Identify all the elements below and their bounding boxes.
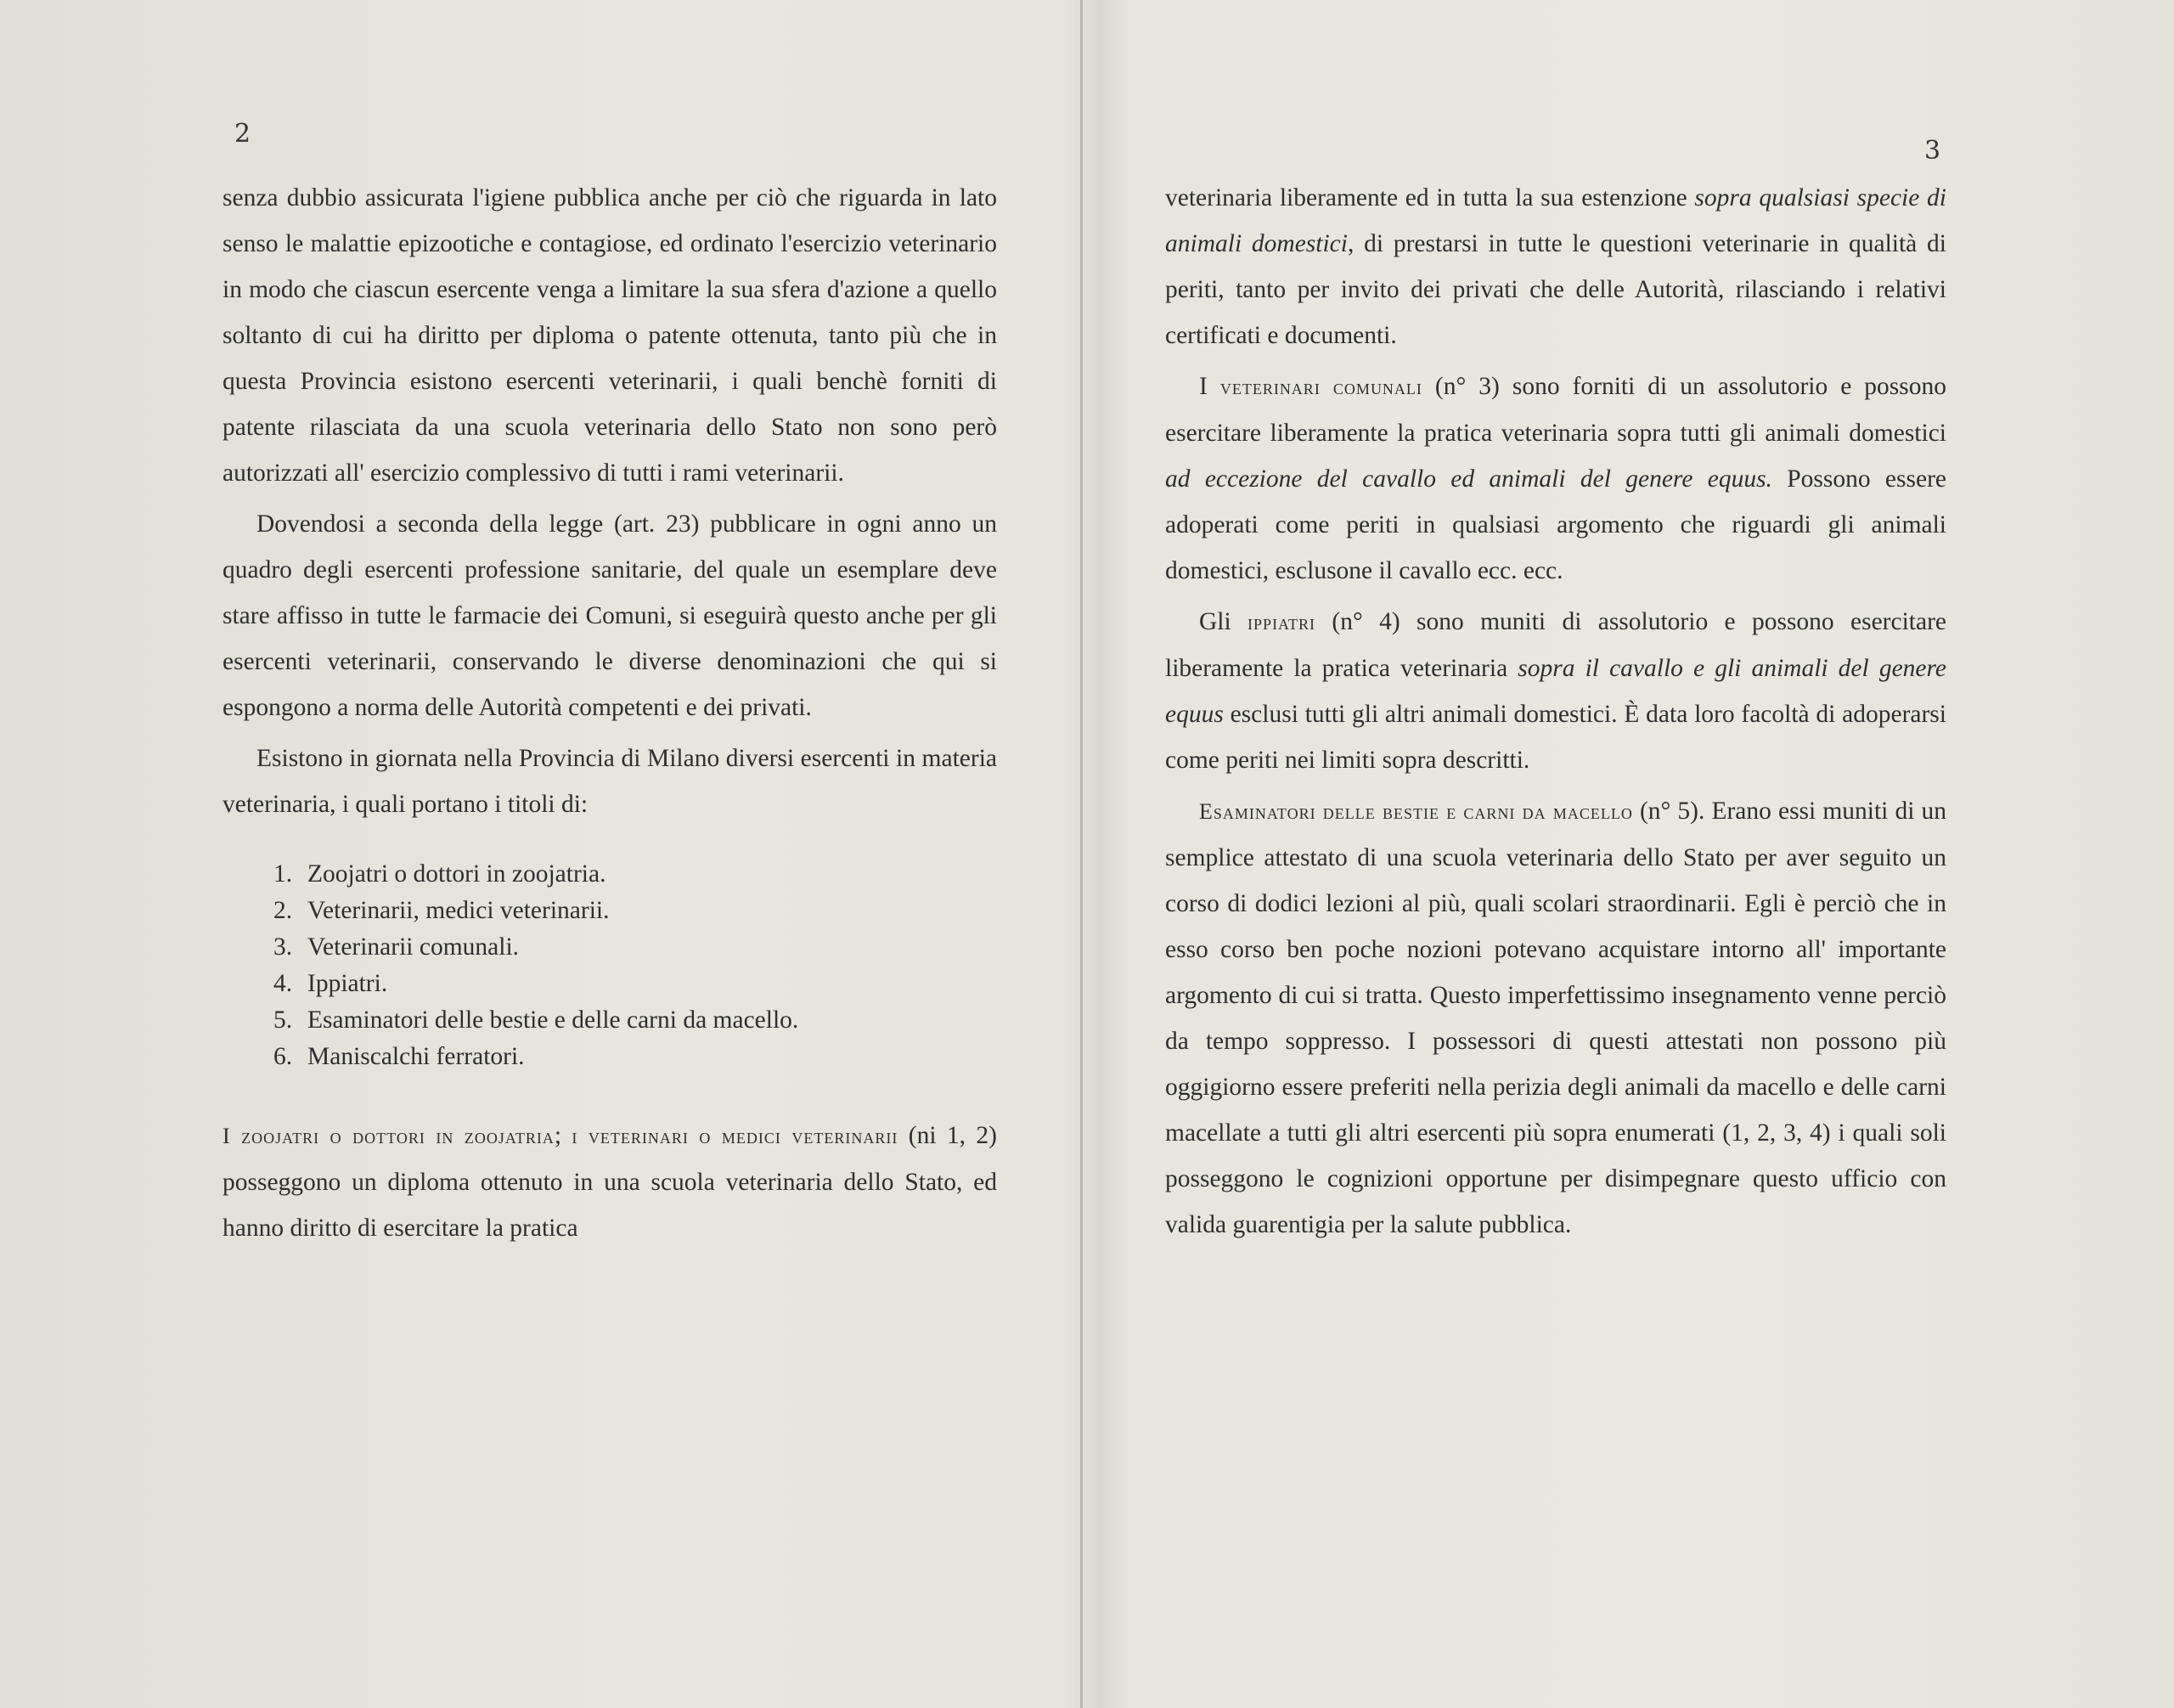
list-text: Veterinarii, medici veterinarii. — [307, 897, 610, 924]
paragraph: Dovendosi a seconda della legge (art. 23) pubblicare in ogni anno un quadro degli esercenti professione sanitarie, del quale un esemplare deve stare affisso in tutte le farmacie dei Comuni, si eseguirà questo anche per gli esercenti veterinarii, conservando le diverse denominazioni che qui si espongono a norma delle Autorità competenti e dei privati. — [222, 510, 997, 721]
paragraph-text: veterinaria liberamente ed in tutta la sua estenzione — [1165, 184, 1695, 211]
paragraph-text: (ni 1, 2) posseggono un diploma ottenuto in una scuola veterinaria dello Stato, ed hanno diritto di esercitare la pratica — [222, 1122, 997, 1242]
list-number: 3. — [273, 933, 293, 961]
list-text: Maniscalchi ferratori. — [307, 1043, 525, 1070]
paragraph — [222, 1113, 997, 1251]
list-item — [273, 966, 997, 1002]
small-caps-heading: ippiatri — [1248, 610, 1316, 634]
title-list — [273, 856, 997, 1075]
list-text: Zoojatri o dottori in zoojatria. — [307, 860, 606, 888]
list-number: 1. — [273, 860, 293, 888]
paragraph-text: (n° 4) sono muniti di assolutorio e possono esercitare liberamente la pratica veterinaria — [1165, 608, 1946, 682]
list-item — [273, 929, 997, 966]
paragraph-text: (n° 3) sono forniti di un assolutorio e possono esercitare liberamente la pratica veterinaria sopra tutti gli animali domestici — [1165, 373, 1946, 447]
paragraph-text: I — [1199, 373, 1220, 400]
paragraph — [1165, 175, 1946, 358]
paragraph-text: Possono essere adoperati come periti in qualsiasi argomento che riguardi gli animali domestici, esclusone il cavallo ecc. ecc. — [1165, 465, 1947, 584]
paragraph: senza dubbio assicurata l'igiene pubblica anche per ciò che riguarda in lato senso le malattie epizootiche e contagiose, ed ordinato l'esercizio veterinario in modo che ciascun esercente venga a limitare la sua sfera d'azione a quello soltanto di cui ha diritto per diploma o patente ottenuta, tanto più che in questa Provincia esistono esercenti veterinarii, i quali benchè forniti di patente rilasciata da una scuola veterinaria dello Stato non sono però autorizzati all' esercizio complessivo di tutti i rami veterinarii. — [222, 184, 997, 487]
small-caps-heading: I zoojatri o dottori in zoojatria — [222, 1124, 555, 1148]
list-number: 4. — [273, 970, 293, 997]
paragraph — [1165, 599, 1946, 783]
italic-text: sopra il cavallo e gli animali del genere equus — [1165, 655, 1946, 728]
paragraph-text: esclusi tutti gli altri animali domestici. È data loro facoltà di adoperarsi come periti nei limiti sopra descritti. — [1165, 701, 1946, 774]
italic-text: ad eccezione del cavallo ed animali del genere equus. — [1165, 465, 1772, 493]
small-caps-heading: Esaminatori delle bestie e carni da macello — [1199, 799, 1633, 824]
list-number: 6. — [273, 1043, 293, 1070]
small-caps-heading: i veterinari o medici veterinarii — [572, 1124, 898, 1148]
right-page-text — [1165, 175, 1946, 1253]
page-number-left: 2 — [234, 119, 251, 149]
small-caps-heading: veterinari comunali — [1219, 375, 1422, 399]
list-item — [273, 856, 997, 893]
list-item — [273, 1002, 997, 1039]
list-item — [273, 893, 997, 929]
italic-text: sopra qualsiasi specie di animali domestici — [1165, 184, 1946, 257]
paragraph — [1165, 364, 1946, 594]
paragraph — [1165, 788, 1946, 1248]
left-page — [0, 0, 1080, 1708]
paragraph-text: (n° 5). Erano essi muniti di un semplice attestato di una scuola veterinaria dello Stato per aver seguito un corso di dodici lezioni al più, quali scolari straordinarii. Egli è perciò che in esso corso ben poche nozioni potevano acquistare intorno all' importante argomento di cui si tratta. Questo imperfettissimo insegnamento venne perciò da tempo soppresso. I possessori di questi attestati non possono più oggigiorno essere preferiti nella perizia degli animali da macello e delle carni macellate a tutti gli altri esercenti più sopra enumerati (1, 2, 3, 4) i quali soli posseggono le cognizioni opportune per disimpegnare questo ufficio con valida guarentigia per la salute pubblica. — [1165, 798, 1946, 1238]
page-number-right: 3 — [1924, 136, 1941, 166]
list-text: Esaminatori delle bestie e delle carni da macello. — [307, 1006, 799, 1034]
left-page-text — [222, 175, 997, 1256]
paragraph: Esistono in giornata nella Provincia di Milano diversi esercenti in materia veterinaria, i quali portano i titoli di: — [222, 745, 997, 818]
separator: ; — [554, 1122, 572, 1149]
paragraph-text: , di prestarsi in tutte le questioni veterinarie in qualità di periti, tanto per invito dei privati che delle Autorità, rilasciando i relativi certificati e documenti. — [1165, 230, 1946, 349]
list-number: 5. — [273, 1006, 293, 1034]
paragraph-text: Gli — [1199, 608, 1248, 635]
right-page — [1084, 0, 2174, 1708]
list-item — [273, 1039, 997, 1075]
book-gutter — [1080, 0, 1083, 1708]
list-text: Veterinarii comunali. — [307, 933, 520, 961]
list-text: Ippiatri. — [307, 970, 388, 997]
list-number: 2. — [273, 897, 293, 924]
